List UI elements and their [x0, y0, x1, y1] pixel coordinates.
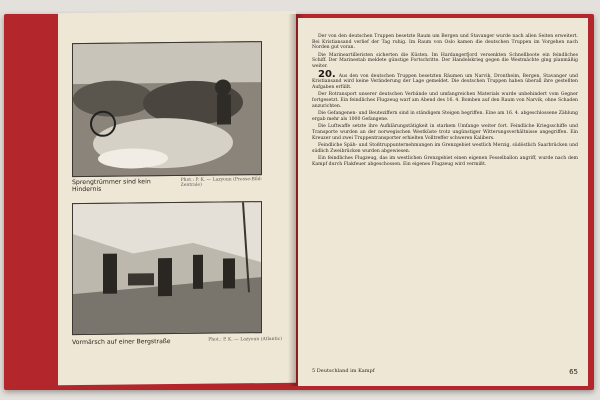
paragraph: Die Luftwaffe setzte ihre Aufklärungstätigkeit in starkem Umfange weiter fort. Feindliche Kriegsschiffe und Transporte wurden an der norwegischen Westküste trotz ungünstiger Witterungsverhältnisse angegriffen. Ein Kreuzer und zwei Truppentransporter erhielten Volltreffer schweren Kalibers.	[312, 124, 578, 141]
paragraph: Die Marineartilleristen sicherten die Küsten. Im Hardangerfjord versenkten Schnellboote ein feindliches Schiff. Der Marinestab meldete günstige Fortschritte. Der Handelskrieg gegen die Westmächte ging planmäßig weiter.	[312, 52, 578, 69]
section-number: 20.	[318, 68, 336, 80]
footer-left: 5 Deutschland im Kampf	[312, 368, 375, 374]
paragraph: Der Rotransport unserer deutschen Verbände und umfangreichen Materials wurde unbehindert vom Gegner fortgesetzt. Ein feindliches Flugzeug warf am Abend des 16. 4. Bomben auf den Raum von Narvik, ohne Schaden anzurichten.	[312, 92, 578, 109]
photo2-caption: Vormärsch auf einer Bergstraße	[72, 338, 171, 347]
page-number: 65	[569, 368, 578, 376]
photo1-credit: Phot.: P. K. — Lazyoun (Presse-Bild-Zentrale)	[180, 177, 263, 188]
body-text	[312, 34, 578, 169]
paragraph: Feindliche Späh- und Stoßtruppunternehmungen im Grenzgebiet westlich Merzig, südöstlich Saarbrücken und südlich Zweibrücken wurden abgewiesen.	[312, 143, 578, 154]
left-page	[58, 11, 296, 385]
paragraph: Der von den deutschen Truppen besetzte Raum um Bergen und Stavanger wurde nach allen Seiten erweitert. Bei Kristiansand verlief der Tag ruhig. Im Raum von Oslo kamen die deutschen Truppen im Vorgehen nach Norden gut voran.	[312, 34, 578, 51]
photo2-credit: Phot.: P. K. — Lazyoun (Atlantic)	[208, 336, 282, 343]
photo1-caption: Sprengtrümmer sind kein Hindernis	[72, 178, 151, 194]
photo2-caption-row	[72, 337, 282, 346]
paragraph: Die Gefangenen- und Beuteziffern sind in ständigem Steigen begriffen. Eine am 16. 4. abgeschlossene Zählung ergab mehr als 1000 Gefangene.	[312, 111, 578, 122]
right-page	[298, 18, 588, 386]
paragraph-text: Aus den von deutschen Truppen besetzten Räumen um Narvik, Drontheim, Bergen, Stavanger und Kristiansand wird keine Veränderung der Lage gemeldet. Die deutschen Truppen haben überall ihre gestellten Aufgaben erfüllt.	[312, 73, 578, 90]
photo-mountain-road	[72, 201, 262, 335]
page-footer	[312, 368, 578, 376]
photo-rubble-soldiers	[72, 41, 262, 177]
paragraph-with-date	[312, 68, 578, 91]
paragraph: Ein feindliches Flugzeug, das im westlichen Grenzgebiet einen eigenen Fesselballon angriff, wurde nach dem Kampf durch Flakfeuer abgeschossen. Ein eigenes Flugzeug wird vermißt.	[312, 156, 578, 167]
photo1-caption-row	[72, 177, 282, 193]
